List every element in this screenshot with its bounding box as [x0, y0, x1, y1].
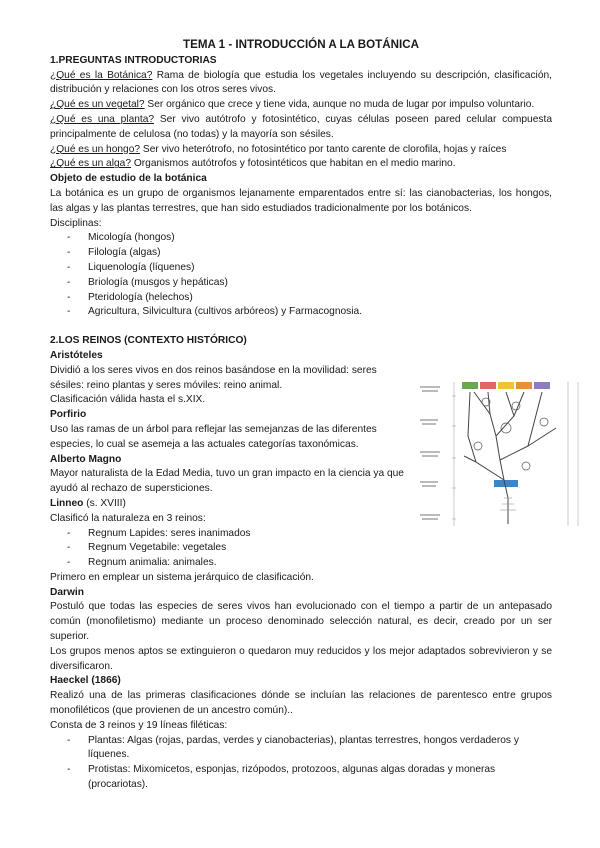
- darwin-heading: Darwin: [50, 586, 84, 598]
- list-item: - Briología (musgos y hepáticas): [50, 276, 552, 291]
- list-item: - Filología (algas): [50, 246, 552, 261]
- page-title: TEMA 1 - INTRODUCCIÓN A LA BOTÁNICA: [183, 38, 419, 51]
- haeckel-lines: Consta de 3 reinos y 19 líneas filéticas:: [50, 719, 228, 731]
- question-label: ¿Qué es una planta?: [50, 113, 155, 125]
- haeckel-text: Realizó una de las primeras clasificaciones dónde se incluían las relaciones de parentesco entre grupos monofiléticos (que provienen de un ancestro común)..: [50, 690, 552, 717]
- question-vegetal: [50, 98, 552, 113]
- question-label: ¿Qué es la Botánica?: [50, 69, 153, 81]
- question-label: ¿Qué es un vegetal?: [50, 99, 145, 111]
- object-text: La botánica es un grupo de organismos lejanamente emparentados entre sí: las cianobacterias, los hongos, las algas y las plantas terrestres, que han sido estudiados tradicionalmente por los botánicos.: [50, 187, 552, 214]
- haeckel-heading: Haeckel (1866): [50, 675, 121, 687]
- linneo-outro: Primero en emplear un sistema jerárquico de clasificación.: [50, 571, 314, 583]
- linneo-intro: Clasificó la naturaleza en 3 reinos:: [50, 512, 206, 524]
- list-item: - Regnum animalia: animales.: [50, 556, 552, 571]
- linneo-name: Linneo: [50, 497, 84, 509]
- question-answer: Organismos autótrofos y fotosintéticos que habitan en el medio marino.: [131, 158, 456, 170]
- question-answer: Ser vivo heterótrofo, no fotosintético por tanto carente de clorofila, hojas y raíces: [140, 143, 507, 155]
- linneo-date: (s. XVIII): [83, 497, 126, 509]
- alberto-heading: Alberto Magno: [50, 453, 122, 465]
- list-item: - Plantas: Algas (rojas, pardas, verdes y cianobacterias), plantas terrestres, hongos verdaderos y líquenes.: [50, 734, 552, 764]
- list-item: - Protistas: Mixomicetos, esponjas, rizópodos, protozoos, algunas algas doradas y moneras (procariotas).: [50, 763, 552, 793]
- evolution-tree-diagram: [416, 376, 586, 534]
- question-alga: [50, 157, 552, 172]
- list-item: - Micología (hongos): [50, 231, 552, 246]
- darwin-text-2: Los grupos menos aptos se extinguieron o quedaron muy reducidos y los mejor adaptados sobrevivieron y se diversificaron.: [50, 645, 552, 672]
- alberto-text: Mayor naturalista de la Edad Media, tuvo un gran impacto en la ciencia ya que ayudó al rechazo de supersticiones.: [50, 468, 404, 495]
- list-item: - Regnum Lapides: seres inanimados: [50, 527, 552, 542]
- evolution-tree-figure: [416, 376, 586, 534]
- list-item: - Pteridología (helechos): [50, 291, 552, 306]
- aristoteles-text: Dividió a los seres vivos en dos reinos basándose en la movilidad: seres sésiles: reino plantas y seres móviles: reino animal.: [50, 364, 377, 391]
- disciplines-label: Disciplinas:: [50, 217, 102, 229]
- list-item: - Liquenología (líquenes): [50, 261, 552, 276]
- list-item: - Agricultura, Silvicultura (cultivos arbóreos) y Farmacognosia.: [50, 305, 552, 320]
- section1-heading: 1.PREGUNTAS INTRODUCTORIAS: [50, 54, 217, 66]
- question-label: ¿Qué es un alga?: [50, 158, 131, 170]
- aristoteles-validity: Clasificación válida hasta el s.XIX.: [50, 394, 206, 406]
- disciplines-list: [50, 231, 552, 320]
- linneo-heading: [50, 497, 412, 512]
- question-answer: Rama de biología que estudia los vegetales incluyendo su descripción, clasificación, distribución y relaciones con los otros seres vivos.: [50, 69, 552, 96]
- list-item: - Regnum Vegetabile: vegetales: [50, 541, 552, 556]
- question-answer: Ser orgánico que crece y tiene vida, aunque no muda de lugar por impulso voluntario.: [144, 99, 535, 111]
- porfirio-heading: Porfirio: [50, 409, 87, 421]
- question-botanica: [50, 69, 552, 99]
- question-answer: Ser vivo autótrofo y fotosintético, cuyas células poseen pared celular compuesta principalmente de celulosa (no todas) y la mayoría son sésiles.: [50, 113, 552, 140]
- section2-heading: 2.LOS REINOS (CONTEXTO HISTÓRICO): [50, 335, 247, 347]
- question-label: ¿Qué es un hongo?: [50, 143, 141, 155]
- aristoteles-heading: Aristóteles: [50, 349, 103, 361]
- question-hongo: [50, 143, 552, 158]
- object-heading: Objeto de estudio de la botánica: [50, 173, 207, 185]
- haeckel-list: [50, 734, 552, 793]
- darwin-text: Postuló que todas las especies de seres vivos han evolucionado con el tiempo a partir de un antepasado común (monofiletismo) mediante un proceso denominado selección natural, es decir, creado por un ser superior.: [50, 601, 552, 643]
- porfirio-text: Uso las ramas de un árbol para reflejar las semejanzas de las diferentes especies, lo cual se asemeja a las actuales categorías taxonómicas.: [50, 423, 377, 450]
- question-planta: [50, 113, 552, 143]
- section2-column: [50, 349, 412, 527]
